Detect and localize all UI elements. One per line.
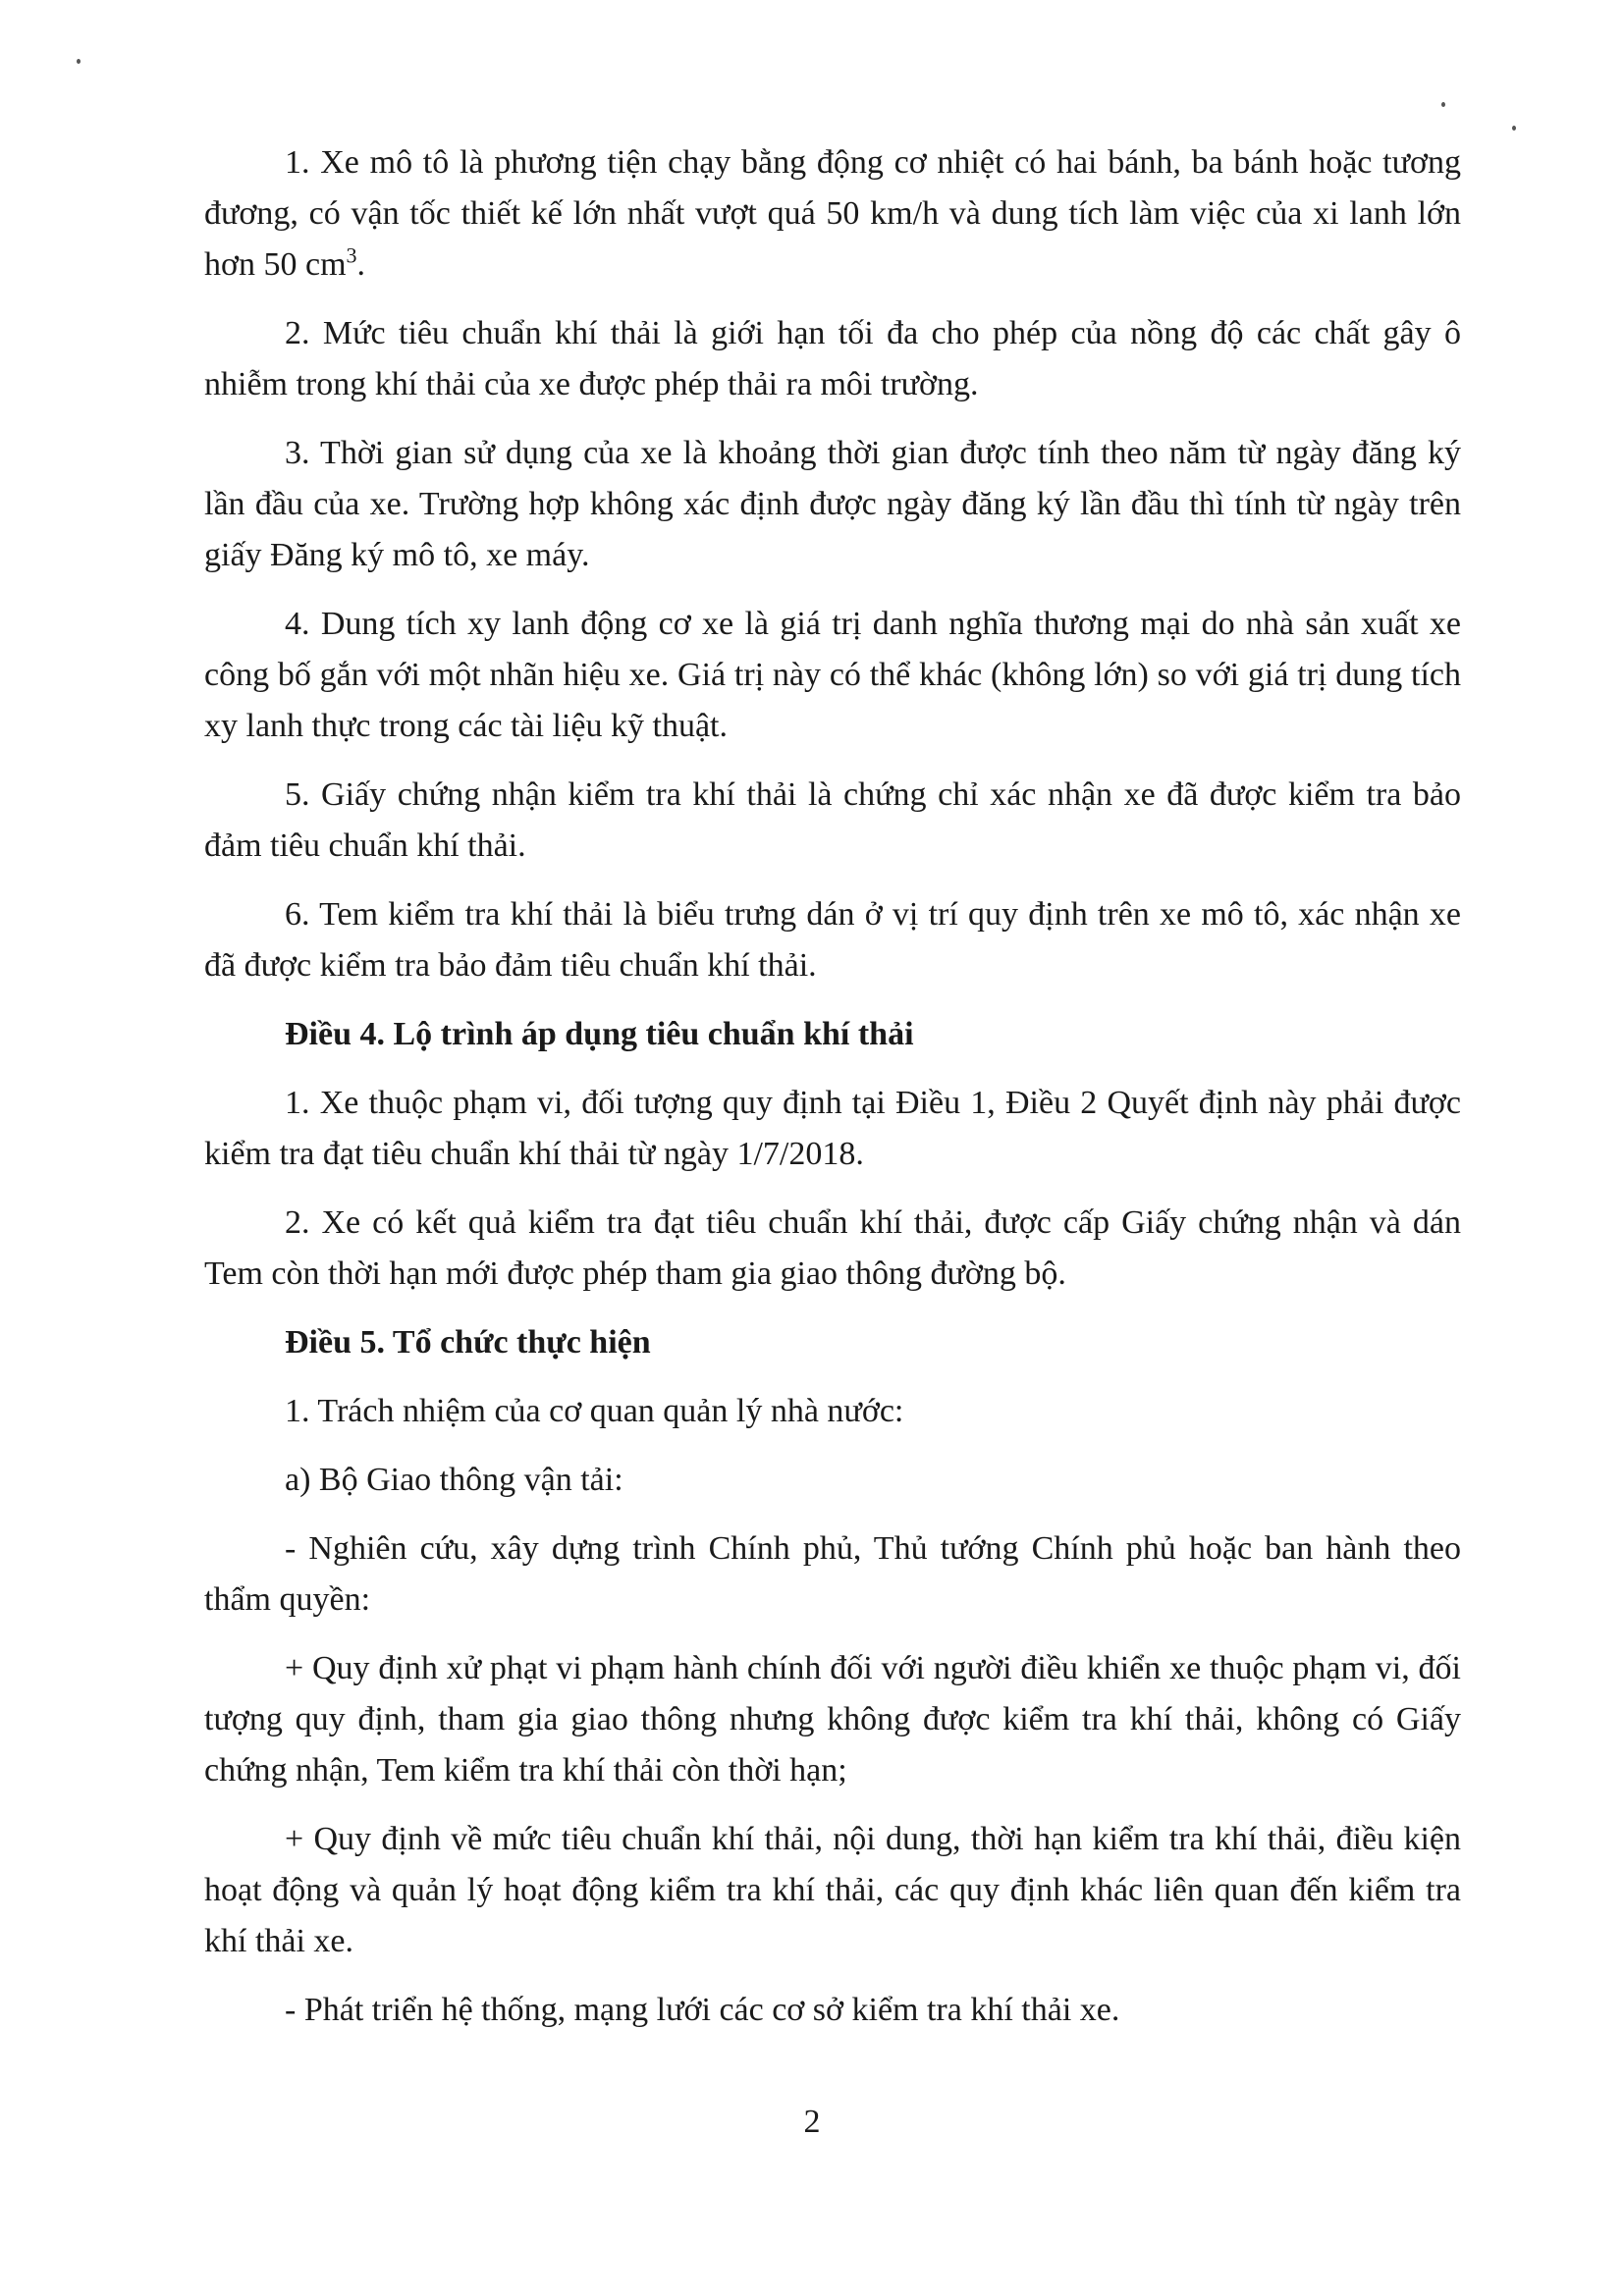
definition-4: 4. Dung tích xy lanh động cơ xe là giá trị danh nghĩa thương mại do nhà sản xuất xe công bố gắn với một nhãn hiệu xe. Giá trị này có thể khác (không lớn) so với giá trị dung tích xy lanh thực trong các tài liệu kỹ thuật. (204, 606, 1461, 744)
article-5-item-a: a) Bộ Giao thông vận tải: (285, 1462, 623, 1498)
article-5-plus-2: + Quy định về mức tiêu chuẩn khí thải, nội dung, thời hạn kiểm tra khí thải, điều kiện hoạt động và quản lý hoạt động kiểm tra khí thải, các quy định khác liên quan đến kiểm tra khí thải xe. (204, 1821, 1461, 1959)
superscript: 3 (346, 242, 357, 268)
article-5-heading: Điều 5. Tổ chức thực hiện (285, 1324, 651, 1361)
article-4-item-2: 2. Xe có kết quả kiểm tra đạt tiêu chuẩn khí thải, được cấp Giấy chứng nhận và dán Tem còn thời hạn mới được phép tham gia giao thông đường bộ. (204, 1204, 1461, 1292)
scan-speck (1512, 126, 1516, 131)
definition-3: 3. Thời gian sử dụng của xe là khoảng thời gian được tính theo năm từ ngày đăng ký lần đầu của xe. Trường hợp không xác định được ngày đăng ký lần đầu thì tính từ ngày trên giấy Đăng ký mô tô, xe máy. (204, 435, 1461, 573)
article-5-dash-1: - Nghiên cứu, xây dựng trình Chính phủ, Thủ tướng Chính phủ hoặc ban hành theo thẩm quyền: (204, 1530, 1461, 1618)
scan-speck (1441, 102, 1445, 107)
definition-6: 6. Tem kiểm tra khí thải là biểu trưng dán ở vị trí quy định trên xe mô tô, xác nhận xe đã được kiểm tra bảo đảm tiêu chuẩn khí thải. (204, 896, 1461, 984)
article-5-dash-2: - Phát triển hệ thống, mạng lưới các cơ sở kiểm tra khí thải xe. (285, 1992, 1120, 2028)
article-5-item-1: 1. Trách nhiệm của cơ quan quản lý nhà nước: (285, 1393, 904, 1429)
article-5-plus-1: + Quy định xử phạt vi phạm hành chính đối với người điều khiển xe thuộc phạm vi, đối tượng quy định, tham gia giao thông nhưng không được kiểm tra khí thải, không có Giấy chứng nhận, Tem kiểm tra khí thải còn thời hạn; (204, 1650, 1461, 1789)
article-4-item-1: 1. Xe thuộc phạm vi, đối tượng quy định tại Điều 1, Điều 2 Quyết định này phải được kiểm tra đạt tiêu chuẩn khí thải từ ngày 1/7/2018. (204, 1085, 1461, 1172)
definition-1: 1. Xe mô tô là phương tiện chạy bằng động cơ nhiệt có hai bánh, ba bánh hoặc tương đương, có vận tốc thiết kế lớn nhất vượt quá 50 km/h và dung tích làm việc của xi lanh lớn hơn 50 $cm^3$. (204, 144, 1461, 283)
document-page (204, 137, 1461, 2054)
page-number: 2 (803, 2104, 821, 2140)
scan-speck (77, 59, 81, 64)
definition-5: 5. Giấy chứng nhận kiểm tra khí thải là chứng chỉ xác nhận xe đã được kiểm tra bảo đảm tiêu chuẩn khí thải. (204, 776, 1461, 864)
definition-2: 2. Mức tiêu chuẩn khí thải là giới hạn tối đa cho phép của nồng độ các chất gây ô nhiễm trong khí thải của xe được phép thải ra môi trường. (204, 315, 1461, 402)
article-4-heading: Điều 4. Lộ trình áp dụng tiêu chuẩn khí thải (285, 1016, 914, 1052)
